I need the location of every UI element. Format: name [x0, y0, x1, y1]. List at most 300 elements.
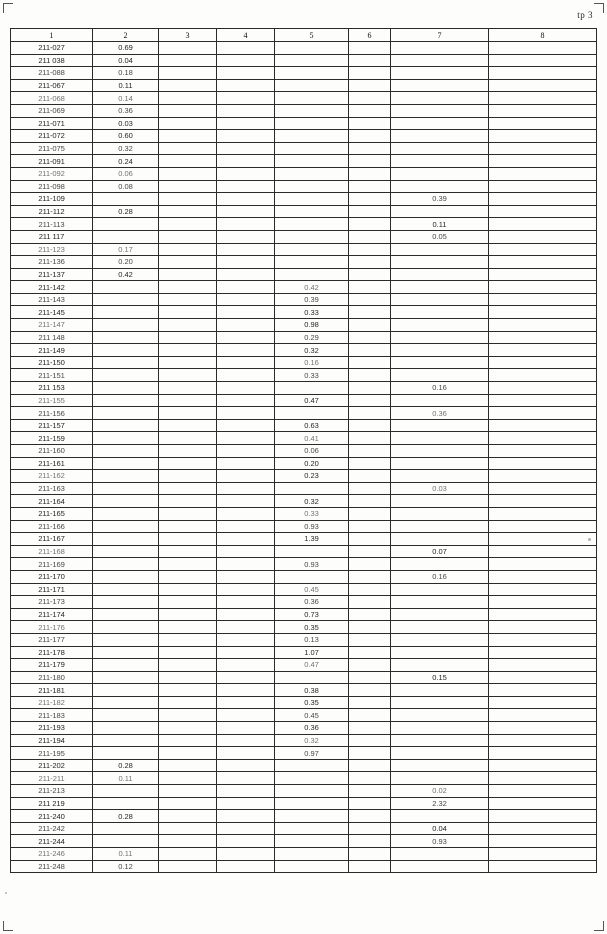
cell-col-2: 0.60 [93, 130, 159, 143]
cell-col-6 [349, 785, 391, 798]
cell-col-4 [217, 747, 275, 760]
cell-col-8 [489, 42, 597, 55]
cell-col-3 [159, 92, 217, 105]
scan-speck [5, 892, 7, 894]
cell-col-7 [391, 608, 489, 621]
cell-col-7 [391, 394, 489, 407]
cell-col-6 [349, 419, 391, 432]
cell-col-2 [93, 382, 159, 395]
cell-col-7 [391, 130, 489, 143]
table-row [11, 722, 597, 735]
cell-col-4 [217, 419, 275, 432]
cell-col-5: 0.32 [275, 495, 349, 508]
table-row [11, 356, 597, 369]
row-identifier: 211-167 [11, 533, 93, 546]
cell-col-8 [489, 54, 597, 67]
cell-col-6 [349, 79, 391, 92]
row-identifier: 211-109 [11, 193, 93, 206]
cell-col-3 [159, 495, 217, 508]
cell-col-6 [349, 382, 391, 395]
cell-col-2 [93, 822, 159, 835]
table-body [11, 42, 597, 873]
cell-col-8 [489, 835, 597, 848]
row-identifier: 211 153 [11, 382, 93, 395]
cell-col-7 [391, 709, 489, 722]
cell-col-2 [93, 281, 159, 294]
cell-col-5: 0.33 [275, 507, 349, 520]
cell-col-8 [489, 281, 597, 294]
cell-col-8 [489, 230, 597, 243]
row-identifier: 211-248 [11, 860, 93, 873]
row-identifier: 211-193 [11, 722, 93, 735]
cell-col-7 [391, 860, 489, 873]
cell-col-3 [159, 142, 217, 155]
cell-col-7 [391, 180, 489, 193]
row-identifier: 211 117 [11, 230, 93, 243]
row-identifier: 211-177 [11, 633, 93, 646]
cell-col-5: 0.33 [275, 369, 349, 382]
cell-col-4 [217, 621, 275, 634]
cell-col-2 [93, 633, 159, 646]
cell-col-4 [217, 533, 275, 546]
table-row [11, 130, 597, 143]
row-identifier: 211-092 [11, 167, 93, 180]
table-row [11, 520, 597, 533]
cell-col-4 [217, 369, 275, 382]
cell-col-3 [159, 545, 217, 558]
cell-col-8 [489, 256, 597, 269]
cell-col-5: 0.73 [275, 608, 349, 621]
cell-col-6 [349, 470, 391, 483]
cell-col-6 [349, 810, 391, 823]
cell-col-2 [93, 797, 159, 810]
row-identifier: 211-173 [11, 596, 93, 609]
table-row [11, 596, 597, 609]
cell-col-4 [217, 319, 275, 332]
table-row [11, 608, 597, 621]
row-identifier: 211-145 [11, 306, 93, 319]
row-identifier: 211-162 [11, 470, 93, 483]
row-identifier: 211-069 [11, 104, 93, 117]
column-header-7: 7 [391, 29, 489, 42]
cell-col-3 [159, 205, 217, 218]
table-row [11, 583, 597, 596]
cell-col-7 [391, 356, 489, 369]
cell-col-6 [349, 659, 391, 672]
cell-col-3 [159, 344, 217, 357]
column-header-5: 5 [275, 29, 349, 42]
cell-col-2 [93, 457, 159, 470]
cell-col-7 [391, 79, 489, 92]
cell-col-2 [93, 356, 159, 369]
table-row [11, 646, 597, 659]
table-header [11, 29, 597, 42]
column-header-1: 1 [11, 29, 93, 42]
cell-col-3 [159, 268, 217, 281]
row-identifier: 211 219 [11, 797, 93, 810]
cell-col-5 [275, 230, 349, 243]
column-header-8: 8 [489, 29, 597, 42]
cell-col-6 [349, 193, 391, 206]
cell-col-8 [489, 293, 597, 306]
cell-col-3 [159, 230, 217, 243]
cell-col-7: 0.39 [391, 193, 489, 206]
cell-col-4 [217, 205, 275, 218]
cell-col-5 [275, 243, 349, 256]
cell-col-5: 0.23 [275, 470, 349, 483]
cell-col-4 [217, 180, 275, 193]
cell-col-3 [159, 281, 217, 294]
row-identifier: 211-171 [11, 583, 93, 596]
cell-col-4 [217, 797, 275, 810]
cell-col-7 [391, 268, 489, 281]
cell-col-7 [391, 520, 489, 533]
cell-col-2 [93, 344, 159, 357]
row-identifier: 211-194 [11, 734, 93, 747]
cell-col-5: 0.20 [275, 457, 349, 470]
cell-col-4 [217, 495, 275, 508]
table-row [11, 482, 597, 495]
cell-col-7 [391, 155, 489, 168]
row-identifier: 211-240 [11, 810, 93, 823]
cell-col-6 [349, 482, 391, 495]
cell-col-3 [159, 835, 217, 848]
row-identifier: 211-151 [11, 369, 93, 382]
cell-col-3 [159, 167, 217, 180]
cell-col-4 [217, 445, 275, 458]
cell-col-2 [93, 419, 159, 432]
row-identifier: 211-159 [11, 432, 93, 445]
cell-col-2: 0.08 [93, 180, 159, 193]
cell-col-5 [275, 54, 349, 67]
cell-col-6 [349, 130, 391, 143]
cell-col-5 [275, 785, 349, 798]
cell-col-2 [93, 520, 159, 533]
cell-col-5 [275, 79, 349, 92]
cell-col-2 [93, 621, 159, 634]
cell-col-4 [217, 432, 275, 445]
cell-col-5: 0.32 [275, 734, 349, 747]
row-identifier: 211-176 [11, 621, 93, 634]
cell-col-8 [489, 180, 597, 193]
cell-col-3 [159, 570, 217, 583]
cell-col-8 [489, 696, 597, 709]
cell-col-6 [349, 243, 391, 256]
table-row [11, 558, 597, 571]
cell-col-8 [489, 457, 597, 470]
cell-col-2: 0.28 [93, 205, 159, 218]
row-identifier: 211-142 [11, 281, 93, 294]
table-row [11, 54, 597, 67]
row-identifier: 211-071 [11, 117, 93, 130]
cell-col-7 [391, 684, 489, 697]
row-identifier: 211-166 [11, 520, 93, 533]
cell-col-6 [349, 558, 391, 571]
table-row [11, 243, 597, 256]
cell-col-3 [159, 445, 217, 458]
cell-col-8 [489, 79, 597, 92]
cell-col-4 [217, 142, 275, 155]
cell-col-8 [489, 608, 597, 621]
row-identifier: 211-163 [11, 482, 93, 495]
cell-col-3 [159, 583, 217, 596]
cell-col-5 [275, 155, 349, 168]
cell-col-4 [217, 331, 275, 344]
table-row [11, 167, 597, 180]
table-row [11, 419, 597, 432]
cell-col-6 [349, 633, 391, 646]
table-row [11, 822, 597, 835]
cell-col-7 [391, 117, 489, 130]
cell-col-4 [217, 734, 275, 747]
corner-registration-mark [594, 3, 604, 13]
cell-col-4 [217, 583, 275, 596]
cell-col-2 [93, 319, 159, 332]
cell-col-2 [93, 306, 159, 319]
table-row [11, 848, 597, 861]
row-identifier: 211-244 [11, 835, 93, 848]
cell-col-4 [217, 243, 275, 256]
cell-col-3 [159, 331, 217, 344]
cell-col-6 [349, 848, 391, 861]
cell-col-5 [275, 482, 349, 495]
cell-col-4 [217, 356, 275, 369]
table-row [11, 42, 597, 55]
cell-col-7 [391, 243, 489, 256]
cell-col-2 [93, 495, 159, 508]
row-identifier: 211-181 [11, 684, 93, 697]
table-row [11, 142, 597, 155]
cell-col-4 [217, 42, 275, 55]
cell-col-3 [159, 734, 217, 747]
cell-col-6 [349, 747, 391, 760]
cell-col-7 [391, 696, 489, 709]
row-identifier: 211-137 [11, 268, 93, 281]
cell-col-3 [159, 130, 217, 143]
row-identifier: 211-147 [11, 319, 93, 332]
cell-col-2 [93, 835, 159, 848]
table-row [11, 785, 597, 798]
cell-col-8 [489, 545, 597, 558]
cell-col-3 [159, 822, 217, 835]
table-row [11, 256, 597, 269]
cell-col-2: 0.04 [93, 54, 159, 67]
cell-col-8 [489, 734, 597, 747]
cell-col-4 [217, 835, 275, 848]
cell-col-3 [159, 54, 217, 67]
cell-col-5: 0.93 [275, 520, 349, 533]
cell-col-3 [159, 633, 217, 646]
cell-col-4 [217, 482, 275, 495]
cell-col-8 [489, 470, 597, 483]
cell-col-3 [159, 860, 217, 873]
row-identifier: 211 148 [11, 331, 93, 344]
cell-col-4 [217, 218, 275, 231]
table-row [11, 104, 597, 117]
cell-col-3 [159, 218, 217, 231]
cell-col-4 [217, 117, 275, 130]
cell-col-2 [93, 293, 159, 306]
cell-col-3 [159, 507, 217, 520]
cell-col-7: 0.07 [391, 545, 489, 558]
cell-col-4 [217, 344, 275, 357]
cell-col-5: 0.13 [275, 633, 349, 646]
cell-col-6 [349, 822, 391, 835]
cell-col-7 [391, 810, 489, 823]
corner-registration-mark [3, 921, 13, 931]
cell-col-7 [391, 848, 489, 861]
cell-col-7 [391, 54, 489, 67]
table-row [11, 117, 597, 130]
table-row [11, 92, 597, 105]
row-identifier: 211-168 [11, 545, 93, 558]
cell-col-4 [217, 92, 275, 105]
cell-col-4 [217, 772, 275, 785]
cell-col-5: 0.47 [275, 394, 349, 407]
cell-col-7 [391, 281, 489, 294]
cell-col-8 [489, 445, 597, 458]
cell-col-4 [217, 608, 275, 621]
cell-col-5: 0.39 [275, 293, 349, 306]
cell-col-2: 0.28 [93, 759, 159, 772]
cell-col-2: 0.06 [93, 167, 159, 180]
cell-col-2: 0.36 [93, 104, 159, 117]
cell-col-6 [349, 759, 391, 772]
cell-col-2: 0.11 [93, 772, 159, 785]
cell-col-6 [349, 545, 391, 558]
cell-col-4 [217, 810, 275, 823]
cell-col-6 [349, 696, 391, 709]
cell-col-5: 0.16 [275, 356, 349, 369]
row-identifier: 211-112 [11, 205, 93, 218]
cell-col-3 [159, 382, 217, 395]
cell-col-7 [391, 659, 489, 672]
cell-col-8 [489, 570, 597, 583]
row-identifier: 211-113 [11, 218, 93, 231]
cell-col-6 [349, 533, 391, 546]
cell-col-4 [217, 281, 275, 294]
cell-col-4 [217, 848, 275, 861]
cell-col-3 [159, 608, 217, 621]
cell-col-3 [159, 797, 217, 810]
row-identifier: 211-242 [11, 822, 93, 835]
cell-col-6 [349, 218, 391, 231]
cell-col-7 [391, 419, 489, 432]
row-identifier: 211-161 [11, 457, 93, 470]
cell-col-6 [349, 445, 391, 458]
cell-col-5: 0.98 [275, 319, 349, 332]
cell-col-3 [159, 646, 217, 659]
cell-col-2 [93, 394, 159, 407]
cell-col-4 [217, 306, 275, 319]
cell-col-7 [391, 319, 489, 332]
table-row [11, 495, 597, 508]
cell-col-8 [489, 583, 597, 596]
cell-col-2 [93, 785, 159, 798]
column-header-3: 3 [159, 29, 217, 42]
cell-col-7: 0.02 [391, 785, 489, 798]
cell-col-4 [217, 167, 275, 180]
cell-col-8 [489, 369, 597, 382]
cell-col-3 [159, 810, 217, 823]
cell-col-8 [489, 268, 597, 281]
cell-col-2 [93, 696, 159, 709]
cell-col-8 [489, 104, 597, 117]
corner-registration-mark [3, 3, 13, 13]
cell-col-6 [349, 369, 391, 382]
table-row [11, 860, 597, 873]
cell-col-2: 0.11 [93, 848, 159, 861]
cell-col-7 [391, 495, 489, 508]
cell-col-3 [159, 659, 217, 672]
data-table-wrapper [10, 28, 596, 873]
cell-col-4 [217, 596, 275, 609]
table-row [11, 747, 597, 760]
table-row [11, 457, 597, 470]
cell-col-8 [489, 722, 597, 735]
cell-col-3 [159, 684, 217, 697]
cell-col-7 [391, 344, 489, 357]
cell-col-2 [93, 369, 159, 382]
table-row [11, 155, 597, 168]
row-identifier: 211-165 [11, 507, 93, 520]
row-identifier: 211-182 [11, 696, 93, 709]
cell-col-5: 0.36 [275, 596, 349, 609]
cell-col-5 [275, 67, 349, 80]
cell-col-6 [349, 772, 391, 785]
cell-col-6 [349, 684, 391, 697]
cell-col-7 [391, 67, 489, 80]
cell-col-3 [159, 256, 217, 269]
cell-col-5: 0.42 [275, 281, 349, 294]
cell-col-7 [391, 293, 489, 306]
cell-col-3 [159, 180, 217, 193]
cell-col-2 [93, 722, 159, 735]
cell-col-3 [159, 104, 217, 117]
cell-col-2 [93, 507, 159, 520]
cell-col-6 [349, 54, 391, 67]
cell-col-2 [93, 583, 159, 596]
table-row [11, 67, 597, 80]
cell-col-8 [489, 382, 597, 395]
cell-col-2 [93, 545, 159, 558]
cell-col-3 [159, 696, 217, 709]
cell-col-3 [159, 319, 217, 332]
cell-col-2 [93, 596, 159, 609]
cell-col-4 [217, 507, 275, 520]
cell-col-8 [489, 331, 597, 344]
cell-col-5 [275, 180, 349, 193]
cell-col-2: 0.18 [93, 67, 159, 80]
cell-col-4 [217, 545, 275, 558]
cell-col-5: 0.06 [275, 445, 349, 458]
cell-col-7 [391, 734, 489, 747]
cell-col-8 [489, 419, 597, 432]
cell-col-5 [275, 545, 349, 558]
cell-col-4 [217, 860, 275, 873]
cell-col-8 [489, 394, 597, 407]
cell-col-4 [217, 671, 275, 684]
table-row [11, 709, 597, 722]
cell-col-7 [391, 331, 489, 344]
cell-col-5 [275, 92, 349, 105]
cell-col-4 [217, 470, 275, 483]
cell-col-8 [489, 848, 597, 861]
cell-col-5 [275, 822, 349, 835]
corner-registration-mark [594, 921, 604, 931]
cell-col-2 [93, 470, 159, 483]
cell-col-7 [391, 306, 489, 319]
